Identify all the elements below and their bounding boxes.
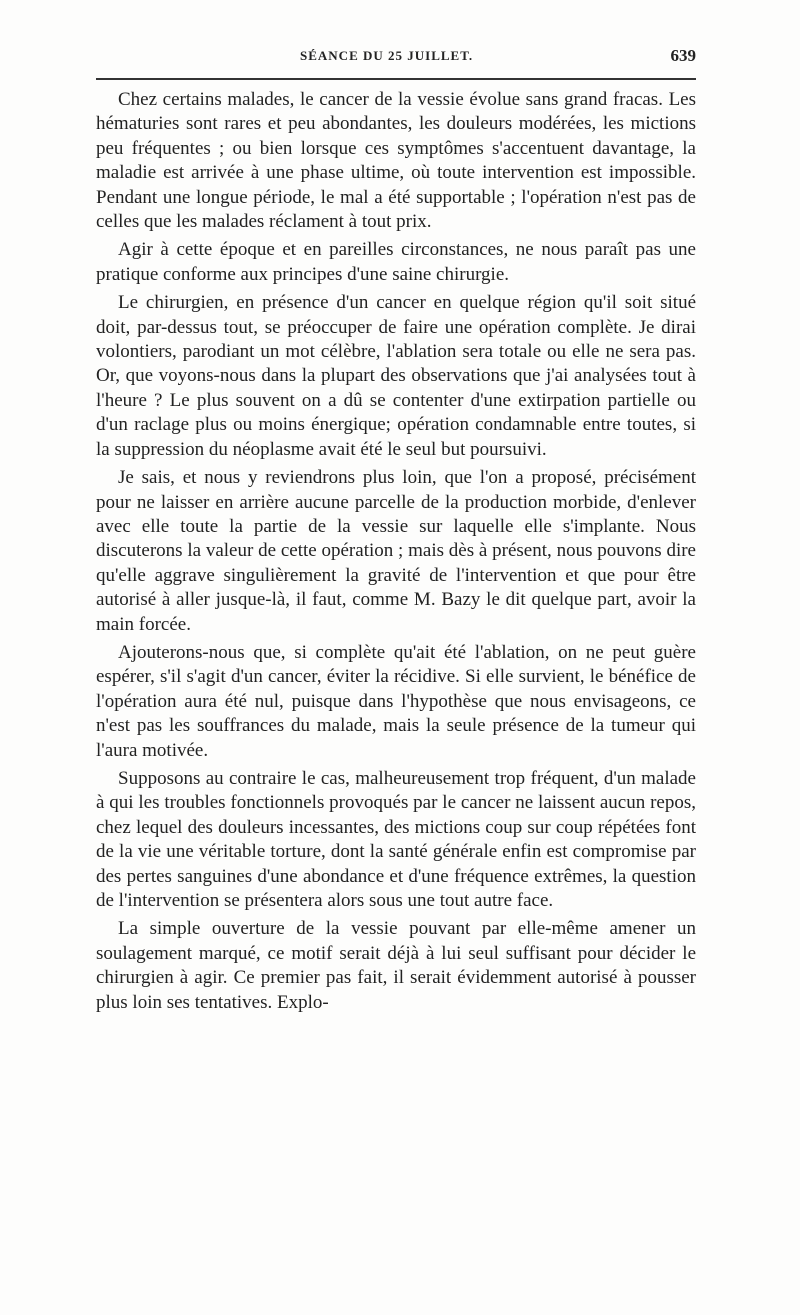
paragraph: Chez certains malades, le cancer de la vessie évolue sans grand fracas. Les hématuries sont rares et peu abondantes, les douleurs modérées, les mictions peu fréquentes ; ou bien lorsque ces symptômes s'accentuent davantage, la maladie est arrivée à une phase ultime, où toute intervention est impossible. Pendant une longue période, le mal a été supportable ; l'opération n'est pas de celles que les malades réclament à tout prix. [96,89,696,233]
paragraph: Ajouterons-nous que, si complète qu'ait été l'ablation, on ne peut guère espérer, s'il s'agit d'un cancer, éviter la récidive. Si elle survient, le bénéfice de l'opération aura été nul, puisque dans l'hypothèse que nous envisageons, ce n'est pas les souffrances du malade, mais la seule présence de la tumeur qui l'aura motivée. [96,641,696,761]
page-number: 639 [670,46,696,65]
header-rule [96,78,696,80]
body-text [96,88,696,1019]
paragraph: Le chirurgien, en présence d'un cancer en quelque région qu'il soit situé doit, par-dessus tout, se préoccuper de faire une opération complète. Je dirai volontiers, parodiant un mot célèbre, l'ablation sera totale ou elle ne sera pas. Or, que voyons-nous dans la plupart des observations que j'ai analysées tout à l'heure ? Le plus souvent on a dû se contenter d'une extirpation partielle ou d'un raclage plus ou moins énergique; opération condamnable entre toutes, si la suppression du néoplasme avait été le seul but poursuivi. [96,292,696,460]
paragraph: Agir à cette époque et en pareilles circonstances, ne nous paraît pas une pratique conforme aux principes d'une saine chirurgie. [96,239,696,285]
paragraph: Supposons au contraire le cas, malheureusement trop fréquent, d'un malade à qui les troubles fonctionnels provoqués par le cancer ne laissent aucun repos, chez lequel des douleurs incessantes, des mictions coup sur coup répétées font de la vie une véritable torture, dont la santé générale enfin est compromise par des pertes sanguines d'une abondance et d'une fréquence extrêmes, la question de l'intervention se présentera alors sous une tout autre face. [96,767,696,911]
running-head: SÉANCE DU 25 JUILLET. [300,48,474,63]
paragraph: Je sais, et nous y reviendrons plus loin, que l'on a proposé, précisément pour ne laisser en arrière aucune parcelle de la production morbide, d'enlever avec elle toute la partie de la vessie sur laquelle elle s'implante. Nous discuterons la valeur de cette opération ; mais dès à présent, nous pouvons dire qu'elle aggrave singulièrement la gravité de l'intervention et que pour être autorisé à aller jusque-là, il faut, comme M. Bazy le dit quelque part, avoir la main forcée. [96,467,696,635]
page-header [96,46,696,70]
paragraph: La simple ouverture de la vessie pouvant par elle-même amener un soulagement marqué, ce motif serait déjà à lui seul suffisant pour décider le chirurgien à agir. Ce premier pas fait, il serait évidemment autorisé à pousser plus loin ses tentatives. Explo- [96,918,696,1013]
